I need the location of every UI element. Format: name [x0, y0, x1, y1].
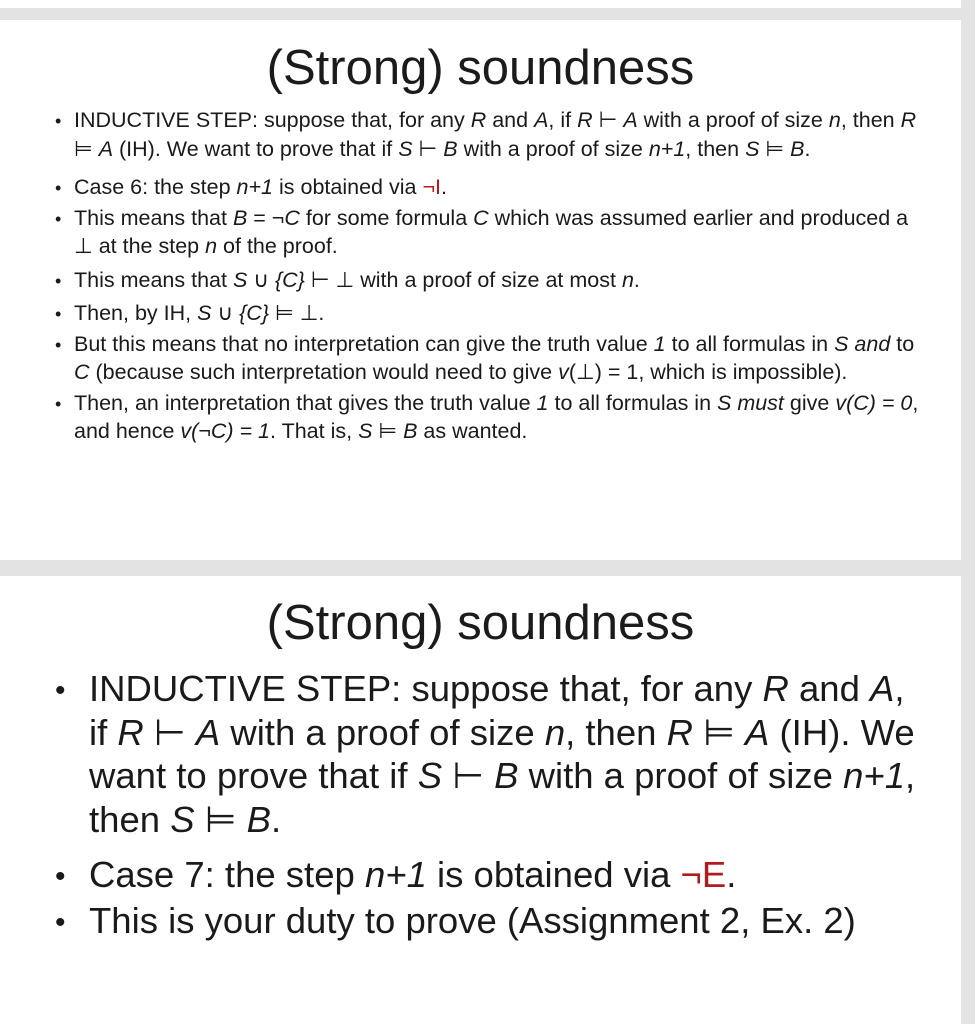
list-item-conclusion: • Then, an interpretation that gives the truth value 1 to all formulas in S must give v(C) = 0, and hence v(¬C) = 1. That is, S ⊨ B as wanted. [55, 390, 919, 443]
list-item-by-ih: • Then, by IH, S ∪ {C} ⊨ ⊥. [55, 299, 921, 328]
list-item-inductive-step: • INDUCTIVE STEP: suppose that, for any R and A, if R ⊢ A with a proof of size n, then R ⊨ A (IH). We want to prove that if S ⊢ B with a proof of size n+1, then S ⊨ B. [55, 108, 917, 161]
list-item-case-6: • Case 6: the step n+1 is obtained via ¬I. [55, 173, 921, 202]
bullet-dot: • [55, 334, 62, 355]
bullet-dot: • [55, 393, 62, 414]
bullet-dot: • [55, 860, 66, 893]
slide-title: (Strong) soundness [266, 41, 695, 95]
slide-case-6 [0, 20, 961, 560]
bullet-dot: • [55, 208, 62, 229]
list-item-assignment: • This is your duty to prove (Assignment 2, Ex. 2) [55, 899, 921, 943]
bullet-list [55, 667, 921, 942]
slide-title: (Strong) soundness [266, 596, 695, 650]
rule-negation-elim: ¬E [680, 854, 727, 895]
list-item-case-7: • Case 7: the step n+1 is obtained via ¬E. [55, 853, 921, 897]
slide-case-7 [0, 576, 961, 1024]
list-item-s-union-c-proves-bottom: • This means that S ∪ {C} ⊢ ⊥ with a proof of size at most n. [55, 266, 921, 295]
bullet-list [55, 106, 921, 446]
bullet-dot: • [55, 178, 62, 198]
list-item-b-equals-not-c: • This means that B = ¬C for some formula C which was assumed earlier and produced a ⊥ at the step n of the proof. [55, 205, 909, 258]
bullet-dot: • [55, 674, 66, 707]
bullet-dot: • [55, 304, 62, 324]
rule-negation-intro: ¬I [422, 175, 441, 199]
bullet-dot: • [55, 905, 66, 939]
bullet-dot: • [55, 270, 62, 291]
bullet-dot: • [55, 111, 62, 131]
previous-slide-edge [0, 0, 961, 8]
list-item-inductive-step: • INDUCTIVE STEP: suppose that, for any R and A, if R ⊢ A with a proof of size n, then R ⊨ A (IH). We want to prove that if S ⊢ B with a proof of size n+1, then S ⊨ B. [55, 668, 916, 840]
list-item-no-interpretation: • But this means that no interpretation can give the truth value 1 to all formulas in S and to C (because such interpretation would need to give v(⊥) = 1, which is impossible). [55, 331, 915, 384]
